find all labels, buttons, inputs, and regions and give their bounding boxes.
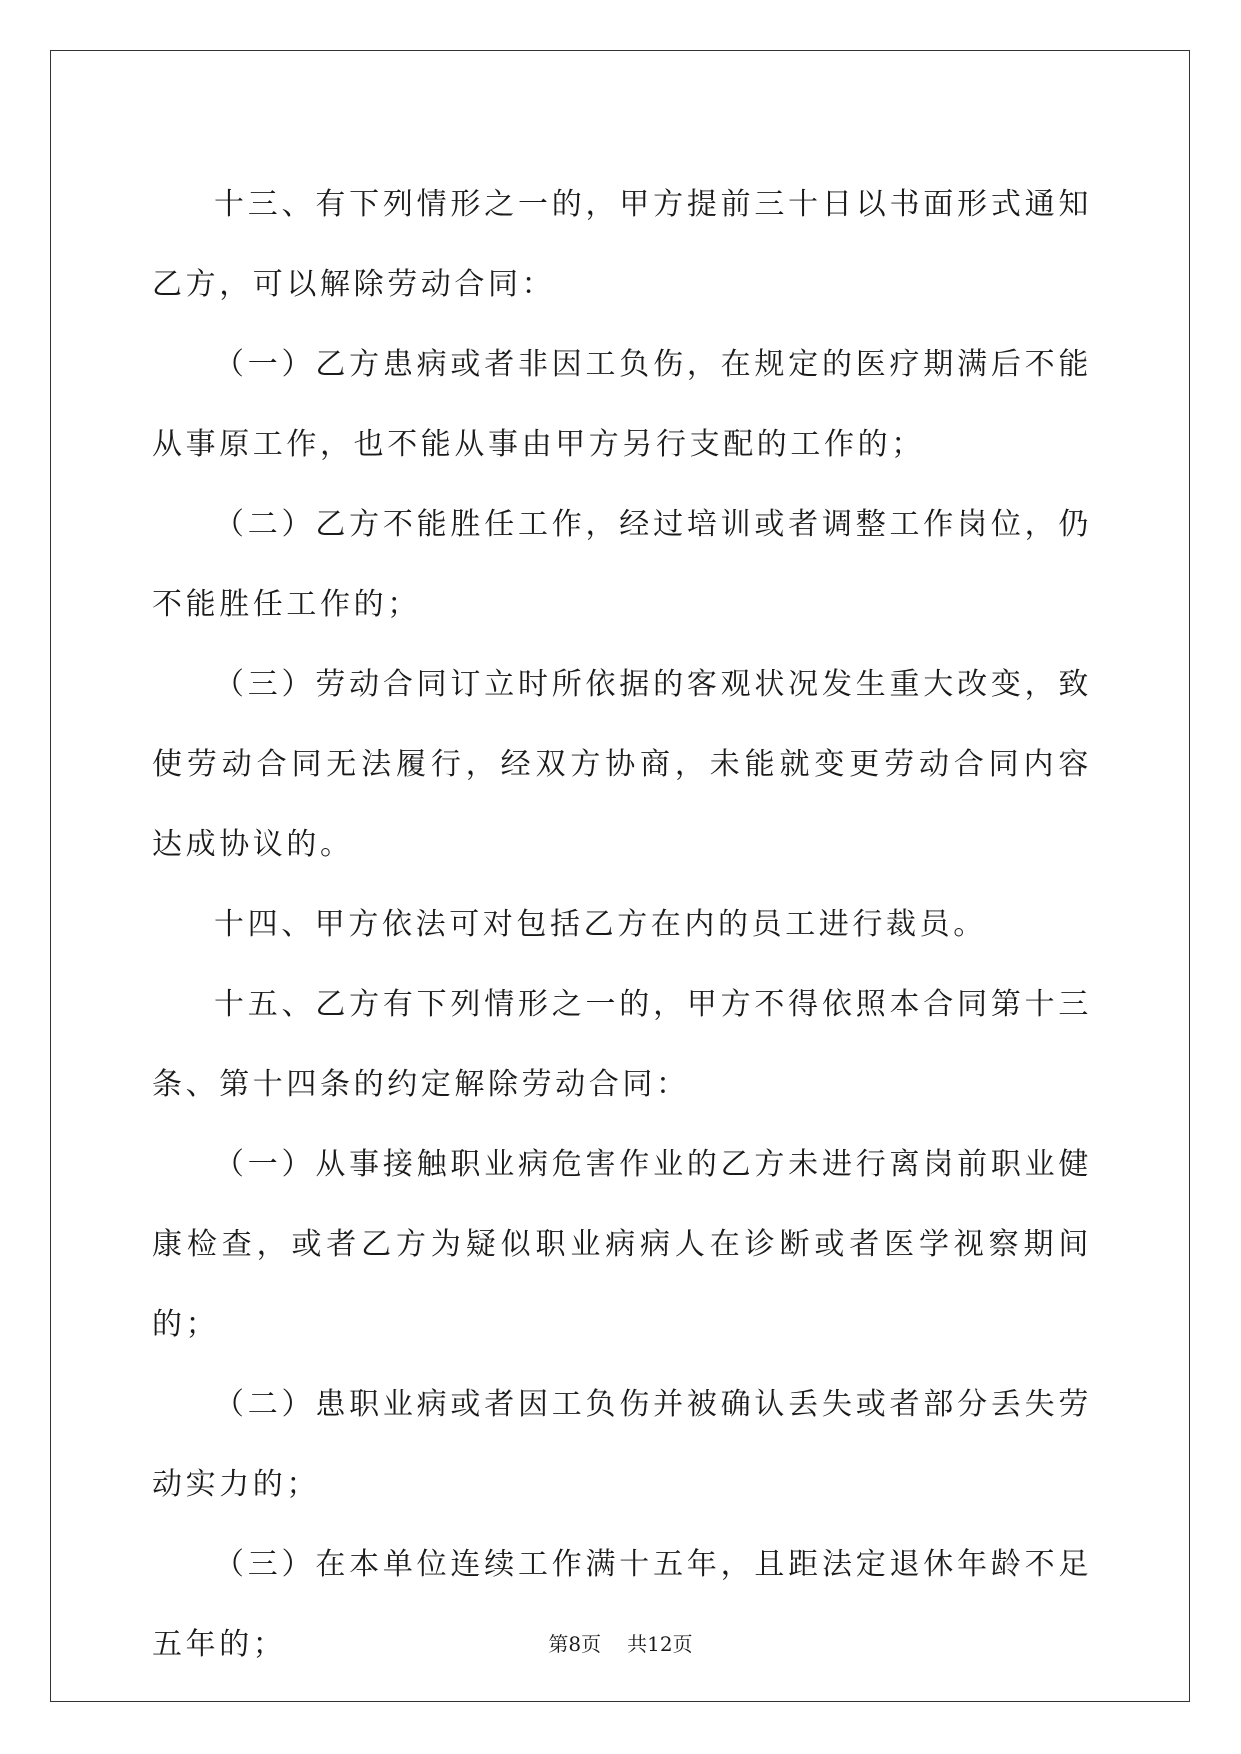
document-body	[152, 165, 1092, 1685]
paragraph-clause-15-item-3: （三）在本单位连续工作满十五年，且距法定退休年龄不足五年的；	[152, 1547, 1092, 1662]
paragraph-clause-15: 十五、乙方有下列情形之一的，甲方不得依照本合同第十三条、第十四条的约定解除劳动合同：	[152, 987, 1092, 1102]
page-number: 第8页	[548, 1632, 602, 1656]
paragraph-clause-15-item-2: （二）患职业病或者因工负伤并被确认丢失或者部分丢失劳动实力的；	[152, 1387, 1092, 1502]
page-footer	[0, 1628, 1241, 1657]
paragraph-clause-13: 十三、有下列情形之一的，甲方提前三十日以书面形式通知乙方，可以解除劳动合同：	[152, 187, 1092, 302]
paragraph-clause-13-item-1: （一）乙方患病或者非因工负伤，在规定的医疗期满后不能从事原工作，也不能从事由甲方另行支配的工作的；	[152, 347, 1092, 462]
paragraph-clause-15-item-1: （一）从事接触职业病危害作业的乙方未进行离岗前职业健康检查，或者乙方为疑似职业病病人在诊断或者医学视察期间的；	[152, 1147, 1092, 1342]
paragraph-clause-14: 十四、甲方依法可对包括乙方在内的员工进行裁员。	[214, 907, 987, 942]
page-total: 共12页	[627, 1632, 693, 1656]
paragraph-clause-13-item-3: （三）劳动合同订立时所依据的客观状况发生重大改变，致使劳动合同无法履行，经双方协商，未能就变更劳动合同内容达成协议的。	[152, 667, 1092, 862]
paragraph-clause-13-item-2: （二）乙方不能胜任工作，经过培训或者调整工作岗位，仍不能胜任工作的；	[152, 507, 1092, 622]
